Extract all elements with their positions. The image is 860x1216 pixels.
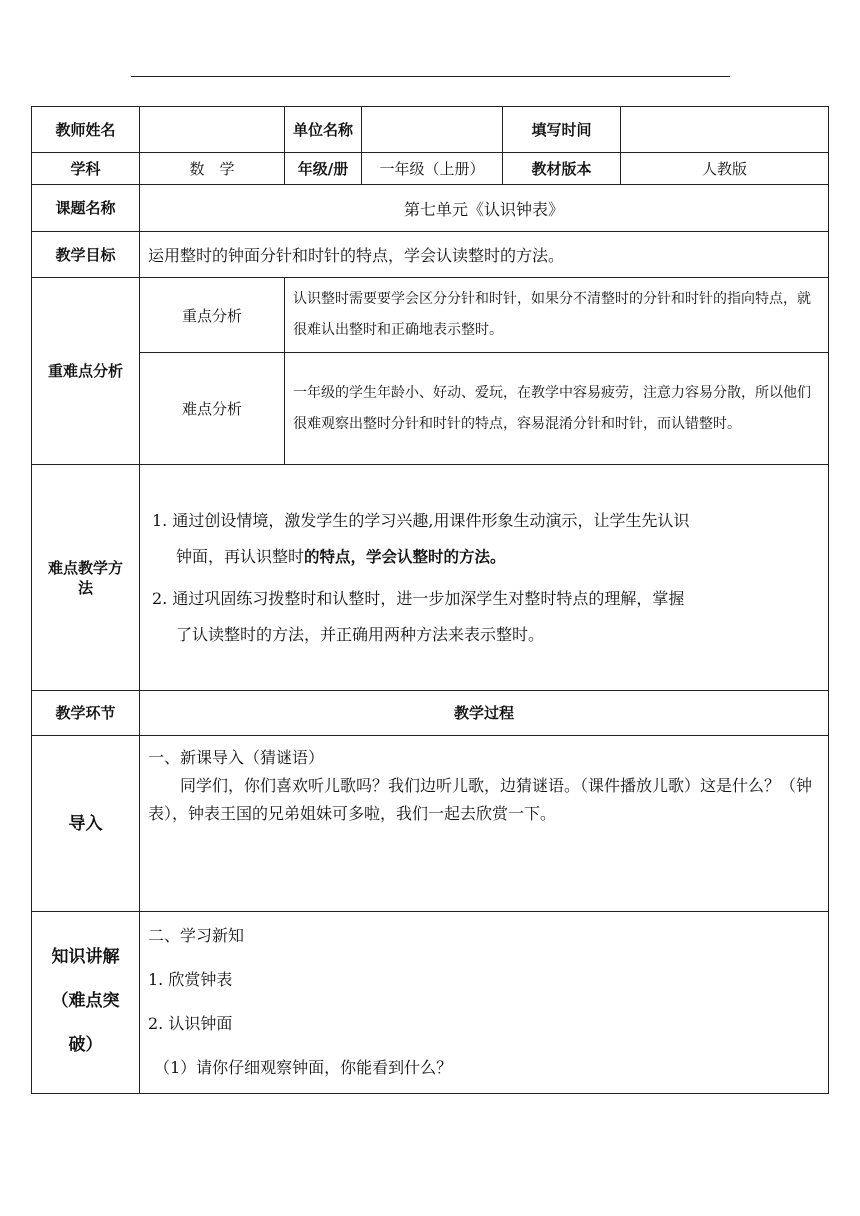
knowledge-label xyxy=(32,912,140,1094)
method-row xyxy=(32,465,829,691)
difficult-analysis-label: 难点分析 xyxy=(140,353,285,465)
knowledge-item-2: 2. 认识钟面 xyxy=(148,1014,233,1033)
stage-header-label: 教学环节 xyxy=(32,691,140,736)
fill-time-label: 填写时间 xyxy=(503,107,621,153)
method-content xyxy=(140,465,829,691)
fill-time-value[interactable] xyxy=(621,107,829,153)
intro-text: 同学们，你们喜欢听儿歌吗？我们边听儿歌，边猜谜语。（课件播放儿歌）这是什么？（钟表），钟表王国的兄弟姐妹可多啦，我们一起去欣赏一下。 xyxy=(148,776,813,823)
goal-label: 教学目标 xyxy=(32,232,140,278)
intro-title: 一、新课导入（猜谜语） xyxy=(148,748,325,767)
edition-value: 人教版 xyxy=(621,153,829,185)
method-item-1-bold-text: 的特点，学会认整时的方法。 xyxy=(304,547,506,566)
intro-label: 导入 xyxy=(32,736,140,912)
subject-row xyxy=(32,153,829,185)
method-item-2-line-2: 了认读整时的方法，并正确用两种方法来表示整时。 xyxy=(176,624,545,644)
topic-value: 第七单元《认识钟表》 xyxy=(140,185,829,232)
knowledge-item-3: （1）请你仔细观察钟面，你能看到什么？ xyxy=(154,1058,453,1077)
intro-content xyxy=(140,736,829,912)
method-item-1-line-1: 1. 通过创设情境，激发学生的学习兴趣,用课件形象生动演示，让学生先认识 xyxy=(152,510,690,530)
goal-row xyxy=(32,232,829,278)
analysis-label: 重难点分析 xyxy=(32,278,140,465)
key-analysis-label: 重点分析 xyxy=(140,278,285,353)
knowledge-label-line-2: （难点突 xyxy=(51,991,120,1011)
knowledge-content xyxy=(140,912,829,1094)
method-item-2-line-1: 2. 通过巩固练习拨整时和认整时，进一步加深学生对整时特点的理解，掌握 xyxy=(152,588,685,608)
topic-row xyxy=(32,185,829,232)
teacher-name-value[interactable] xyxy=(140,107,285,153)
lesson-plan-table xyxy=(31,106,829,1094)
difficult-analysis-text: 一年级的学生年龄小、好动、爱玩，在教学中容易疲劳，注意力容易分散，所以他们很难观察出整时分针和时针的特点，容易混淆分针和时针，而认错整时。 xyxy=(285,353,829,465)
subject-label: 学科 xyxy=(32,153,140,185)
method-item-1-line-2 xyxy=(144,539,824,575)
topic-label: 课题名称 xyxy=(32,185,140,232)
grade-value: 一年级（上册） xyxy=(362,153,503,185)
edition-label: 教材版本 xyxy=(503,153,621,185)
knowledge-label-line-3: 破） xyxy=(68,1035,103,1055)
process-header-label: 教学过程 xyxy=(140,691,829,736)
intro-row xyxy=(32,736,829,912)
difficult-analysis-row xyxy=(32,353,829,465)
method-item-1-text: 钟面，再认识整时 xyxy=(176,546,305,566)
knowledge-item-1: 1. 欣赏钟表 xyxy=(148,970,233,989)
teacher-name-label: 教师姓名 xyxy=(32,107,140,153)
key-analysis-text: 认识整时需要要学会区分分针和时针，如果分不清整时的分针和时针的指向特点，就很难认出整时和正确地表示整时。 xyxy=(285,278,829,353)
knowledge-row xyxy=(32,912,829,1094)
grade-label: 年级/册 xyxy=(285,153,362,185)
method-label: 难点教学方法 xyxy=(32,465,140,691)
knowledge-label-line-1: 知识讲解 xyxy=(51,947,120,967)
key-analysis-row xyxy=(32,278,829,353)
knowledge-title: 二、学习新知 xyxy=(148,926,245,945)
subject-value: 数 学 xyxy=(140,153,285,185)
goal-value: 运用整时的钟面分针和时针的特点，学会认读整时的方法。 xyxy=(140,232,829,278)
unit-name-value[interactable] xyxy=(362,107,503,153)
teacher-info-row xyxy=(32,107,829,153)
unit-name-label: 单位名称 xyxy=(285,107,362,153)
header-rule xyxy=(131,76,730,77)
process-header-row xyxy=(32,691,829,736)
